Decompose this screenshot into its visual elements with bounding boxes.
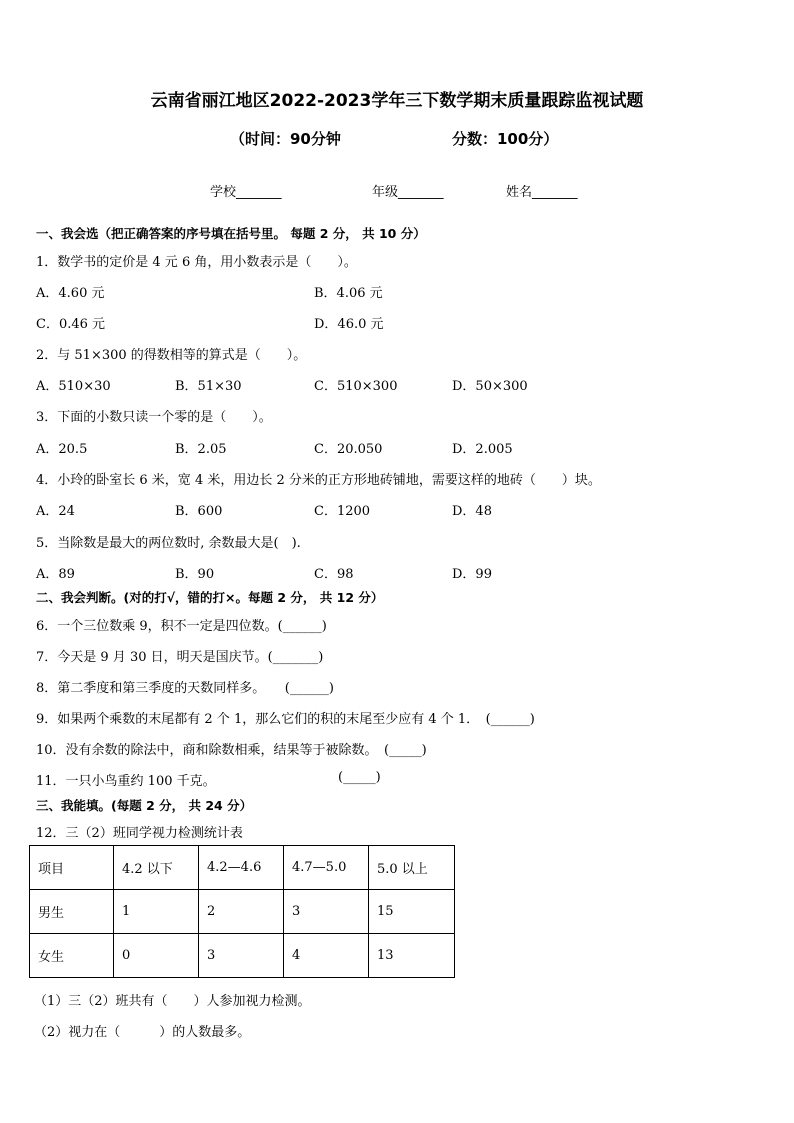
q8-text: 8．第二季度和第三季度的天数同样多。 (: [36, 681, 290, 696]
q1-option-b: B．4.06 元: [314, 286, 383, 301]
section-heading-3: 三、我能填。(每题 2 分， 共 24 分）: [36, 798, 253, 813]
question-1: 1．数学书的定价是 4 元 6 角，用小数表示是（ ）。: [36, 255, 357, 270]
q3-option-a: A．20.5: [36, 442, 88, 457]
q1-option-c: C．0.46 元: [36, 317, 106, 332]
q3-option-c: C．20.050: [314, 442, 383, 457]
q4-option-c: C．1200: [314, 504, 371, 519]
q8-close: ): [328, 681, 334, 696]
q7-answer-blank[interactable]: _______: [272, 650, 319, 665]
q1-option-d: D．46.0 元: [314, 317, 384, 332]
q6-close: ): [321, 619, 327, 634]
name-field: 姓名_______: [506, 185, 578, 200]
q11-answer: [338, 770, 381, 785]
q11-open: (: [338, 770, 344, 785]
table-cell: 15: [369, 890, 455, 934]
question-8: [36, 677, 334, 696]
school-field: 学校_______: [210, 185, 282, 200]
question-12-part-2: （2）视力在（ ）的人数最多。: [34, 1025, 251, 1040]
table-cell: 13: [369, 934, 455, 978]
question-9: [36, 708, 535, 727]
table-cell: 4: [284, 934, 369, 978]
q4-option-d: D．48: [452, 504, 492, 519]
exam-score: 分数：100分）: [452, 130, 559, 148]
q2-option-c: C．510×300: [314, 379, 398, 394]
q2-option-b: B．51×30: [175, 379, 242, 394]
table-cell: 3: [284, 890, 369, 934]
question-3: 3．下面的小数只读一个零的是（ ）。: [36, 410, 272, 425]
table-cell: 项目: [30, 846, 114, 890]
q9-answer-blank[interactable]: ______: [490, 712, 530, 727]
exam-time: （时间：90分钟: [230, 130, 341, 148]
q5-option-b: B．90: [175, 567, 215, 582]
q9-text: 9．如果两个乘数的末尾都有 2 个 1，那么它们的积的末尾至少应有 4 个 1． (: [36, 712, 491, 727]
q9-close: ): [529, 712, 535, 727]
q3-option-d: D．2.005: [452, 442, 513, 457]
q7-text: 7．今天是 9 月 30 日，明天是国庆节。(: [36, 650, 273, 665]
q4-option-a: A．24: [36, 504, 75, 519]
question-2: 2．与 51×300 的得数相等的算式是（ ）。: [36, 348, 307, 363]
section-heading-2: 二、我会判断。(对的打√，错的打×。每题 2 分， 共 12 分）: [36, 590, 384, 605]
q11-text: 11．一只小鸟重约 100 千克。: [36, 774, 216, 789]
q11-answer-blank[interactable]: _____: [343, 770, 376, 785]
q5-option-c: C．98: [314, 567, 354, 582]
vision-table: [29, 845, 455, 978]
question-10: [36, 739, 427, 758]
q5-option-a: A．89: [36, 567, 75, 582]
table-cell: 女生: [30, 934, 114, 978]
table-row: [30, 846, 455, 890]
table-cell: 男生: [30, 890, 114, 934]
q1-option-a: A．4.60 元: [36, 286, 105, 301]
q10-text: 10．没有余数的除法中，商和除数相乘，结果等于被除数。 (: [36, 743, 390, 758]
table-cell: 0: [114, 934, 199, 978]
question-4: 4．小玲的卧室长 6 米，宽 4 米，用边长 2 分米的正方形地砖铺地，需要这样的地砖（ ）块。: [36, 473, 601, 488]
q10-close: ): [421, 743, 427, 758]
question-7: [36, 646, 323, 665]
table-cell: 1: [114, 890, 199, 934]
question-11: [36, 770, 216, 789]
table-cell: 2: [199, 890, 284, 934]
question-5: 5．当除数是最大的两位数时, 余数最大是( ).: [36, 536, 301, 551]
question-12: 12．三（2）班同学视力检测统计表: [36, 826, 243, 841]
q11-close: ): [375, 770, 381, 785]
q8-answer-blank[interactable]: ______: [289, 681, 329, 696]
table-cell: 4.7—5.0: [284, 846, 369, 890]
table-row: [30, 934, 455, 978]
table-cell: 3: [199, 934, 284, 978]
q5-option-d: D．99: [452, 567, 492, 582]
q10-answer-blank[interactable]: _____: [389, 743, 422, 758]
q6-answer-blank[interactable]: ______: [282, 619, 322, 634]
q4-option-b: B．600: [175, 504, 223, 519]
grade-field: 年级_______: [372, 185, 444, 200]
q2-option-a: A．510×30: [36, 379, 111, 394]
q7-close: ): [318, 650, 324, 665]
section-heading-1: 一、我会选（把正确答案的序号填在括号里。 每题 2 分， 共 10 分）: [36, 226, 426, 241]
question-6: [36, 615, 327, 634]
exam-title: 云南省丽江地区2022-2023学年三下数学期末质量跟踪监视试题: [150, 91, 644, 111]
q2-option-d: D．50×300: [452, 379, 528, 394]
q3-option-b: B．2.05: [175, 442, 227, 457]
table-cell: 4.2 以下: [114, 846, 199, 890]
table-cell: 5.0 以上: [369, 846, 455, 890]
question-12-part-1: （1）三（2）班共有（ ）人参加视力检测。: [34, 994, 311, 1009]
table-row: [30, 890, 455, 934]
q6-text: 6．一个三位数乘 9，积不一定是四位数。(: [36, 619, 283, 634]
table-cell: 4.2—4.6: [199, 846, 284, 890]
